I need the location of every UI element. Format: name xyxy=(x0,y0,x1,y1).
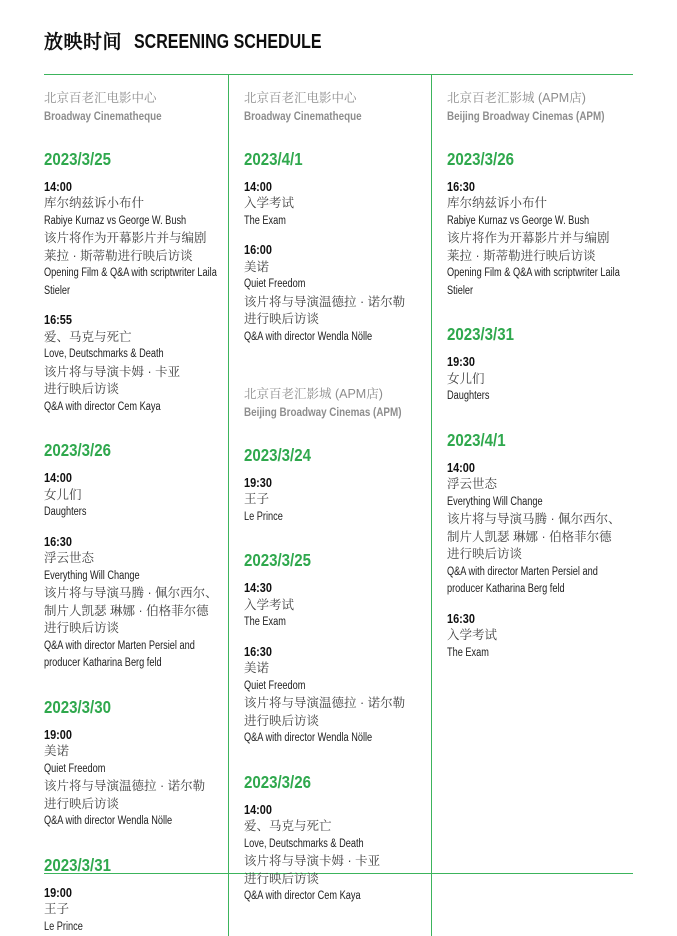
schedule-column xyxy=(431,75,633,936)
screening-block xyxy=(244,643,431,748)
screening-note-en: Opening Film & Q&A with scriptwriter Laila xyxy=(44,265,191,283)
film-title-en: Everything Will Change xyxy=(44,568,191,586)
screening-time: 19:00 xyxy=(44,726,199,744)
screening-note-en: Stieler xyxy=(447,283,596,301)
screening-note-zh: 该片将与导演温德拉 · 诺尔勒 xyxy=(44,778,228,796)
screening-time: 14:00 xyxy=(447,459,603,477)
page-title xyxy=(44,27,633,54)
film-title-zh: 美诺 xyxy=(244,660,431,678)
screening-block xyxy=(447,610,633,663)
screening-note-en: Opening Film & Q&A with scriptwriter Laila xyxy=(447,265,596,283)
schedule-column xyxy=(44,75,228,936)
date-group xyxy=(244,772,431,906)
film-title-zh: 库尔纳兹诉小布什 xyxy=(447,195,633,213)
film-title-en: Le Prince xyxy=(244,509,394,527)
screening-block xyxy=(44,726,228,831)
screening-time: 19:30 xyxy=(244,474,401,492)
screening-note-en: producer Katharina Berg feld xyxy=(447,581,596,599)
screening-note-zh: 该片将作为开幕影片并与编剧 xyxy=(44,230,228,248)
screening-note-zh: 进行映后访谈 xyxy=(44,381,228,399)
screening-note-en: Q&A with director Cem Kaya xyxy=(244,888,394,906)
film-title-en: The Exam xyxy=(244,614,394,632)
screening-time: 16:30 xyxy=(44,533,199,551)
screening-time: 19:00 xyxy=(44,884,199,902)
date-heading: 2023/3/31 xyxy=(447,324,607,344)
screening-block xyxy=(244,801,431,906)
film-title-en: Love, Deutschmarks & Death xyxy=(44,346,191,364)
date-heading: 2023/3/25 xyxy=(44,149,202,169)
date-heading: 2023/3/26 xyxy=(44,440,202,460)
date-group xyxy=(447,149,633,301)
film-title-en: Quiet Freedom xyxy=(244,276,394,294)
screening-note-zh: 该片将作为开幕影片并与编剧 xyxy=(447,230,633,248)
film-title-en: Le Prince xyxy=(44,919,191,936)
screening-time: 14:00 xyxy=(244,801,401,819)
screening-block xyxy=(447,353,633,406)
film-title-en: Daughters xyxy=(44,504,191,522)
screening-note-en: Stieler xyxy=(44,283,191,301)
screening-note-en: Q&A with director Wendla Nölle xyxy=(244,329,394,347)
film-title-en: Quiet Freedom xyxy=(244,678,394,696)
date-heading: 2023/4/1 xyxy=(244,149,405,169)
screening-time: 14:30 xyxy=(244,579,401,597)
screening-block xyxy=(44,311,228,416)
screening-note-zh: 进行映后访谈 xyxy=(44,796,228,814)
venue-name-zh: 北京百老汇电影中心 xyxy=(244,90,431,108)
date-heading: 2023/3/31 xyxy=(44,855,202,875)
venue-name-en: Broadway Cinematheque xyxy=(244,108,397,125)
screening-time: 16:55 xyxy=(44,311,199,329)
screening-time: 19:30 xyxy=(447,353,603,371)
screening-block xyxy=(447,178,633,301)
screening-note-zh: 制片人凯瑟 琳娜 · 伯格菲尔德 xyxy=(447,529,633,547)
screening-note-en: Q&A with director Wendla Nölle xyxy=(44,813,191,831)
date-heading: 2023/4/1 xyxy=(447,430,607,450)
screening-note-en: Q&A with director Wendla Nölle xyxy=(244,730,394,748)
screening-note-zh: 进行映后访谈 xyxy=(44,620,228,638)
venue-name-zh: 北京百老汇影城 (APM店) xyxy=(244,386,431,404)
screening-block xyxy=(244,579,431,632)
screening-note-en: Q&A with director Marten Persiel and xyxy=(447,564,596,582)
date-heading: 2023/3/30 xyxy=(44,697,202,717)
film-title-zh: 浮云世态 xyxy=(447,476,633,494)
date-group xyxy=(244,149,431,347)
film-title-en: The Exam xyxy=(244,213,394,231)
venue-name-zh: 北京百老汇电影中心 xyxy=(44,90,228,108)
film-title-zh: 爱、马克与死亡 xyxy=(44,329,228,347)
venue-name-zh: 北京百老汇影城 (APM店) xyxy=(447,90,633,108)
screening-note-zh: 制片人凯瑟 琳娜 · 伯格菲尔德 xyxy=(44,603,228,621)
film-title-zh: 王子 xyxy=(44,901,228,919)
film-title-en: The Exam xyxy=(447,645,596,663)
film-title-zh: 库尔纳兹诉小布什 xyxy=(44,195,228,213)
screening-block xyxy=(44,178,228,301)
film-title-zh: 入学考试 xyxy=(244,195,431,213)
venue-block xyxy=(244,386,431,421)
venue-name-en: Beijing Broadway Cinemas (APM) xyxy=(244,404,397,421)
page-title-zh: 放映时间 xyxy=(44,27,122,54)
film-title-zh: 女儿们 xyxy=(44,487,228,505)
schedule-grid xyxy=(44,74,633,874)
screening-block xyxy=(244,178,431,231)
date-group xyxy=(44,855,228,936)
screening-note-zh: 该片将与导演马腾 · 佩尔西尔、 xyxy=(44,585,228,603)
screening-note-en: Q&A with director Marten Persiel and xyxy=(44,638,191,656)
film-title-zh: 女儿们 xyxy=(447,371,633,389)
screening-note-zh: 进行映后访谈 xyxy=(244,311,431,329)
screening-note-en: producer Katharina Berg feld xyxy=(44,655,191,673)
film-title-zh: 浮云世态 xyxy=(44,550,228,568)
date-group xyxy=(244,550,431,748)
film-title-zh: 爱、马克与死亡 xyxy=(244,818,431,836)
screening-note-zh: 进行映后访谈 xyxy=(244,713,431,731)
screening-note-zh: 进行映后访谈 xyxy=(244,871,431,889)
venue-block xyxy=(244,90,431,125)
screening-block xyxy=(44,884,228,936)
date-group xyxy=(44,149,228,417)
screening-block xyxy=(447,459,633,599)
screening-block xyxy=(244,241,431,346)
screening-block xyxy=(44,533,228,673)
screening-block xyxy=(244,474,431,527)
screening-time: 16:00 xyxy=(244,241,401,259)
screening-time: 16:30 xyxy=(447,178,603,196)
screening-note-zh: 进行映后访谈 xyxy=(447,546,633,564)
date-heading: 2023/3/26 xyxy=(447,149,607,169)
screening-note-en: Q&A with director Cem Kaya xyxy=(44,399,191,417)
venue-block xyxy=(44,90,228,125)
screening-note-zh: 该片将与导演温德拉 · 诺尔勒 xyxy=(244,294,431,312)
film-title-zh: 入学考试 xyxy=(244,597,431,615)
date-group xyxy=(44,440,228,673)
film-title-en: Quiet Freedom xyxy=(44,761,191,779)
screening-time: 14:00 xyxy=(44,178,199,196)
venue-name-en: Beijing Broadway Cinemas (APM) xyxy=(447,108,600,125)
film-title-en: Rabiye Kurnaz vs George W. Bush xyxy=(447,213,596,231)
screening-time: 16:30 xyxy=(447,610,603,628)
screening-note-zh: 莱拉 · 斯蒂勒进行映后访谈 xyxy=(447,248,633,266)
film-title-zh: 美诺 xyxy=(44,743,228,761)
page-title-en: SCREENING SCHEDULE xyxy=(134,31,322,54)
film-title-en: Rabiye Kurnaz vs George W. Bush xyxy=(44,213,191,231)
film-title-zh: 王子 xyxy=(244,491,431,509)
screening-time: 14:00 xyxy=(244,178,401,196)
date-heading: 2023/3/24 xyxy=(244,445,405,465)
film-title-zh: 美诺 xyxy=(244,259,431,277)
screening-note-zh: 该片将与导演马腾 · 佩尔西尔、 xyxy=(447,511,633,529)
venue-block xyxy=(447,90,633,125)
screening-note-zh: 该片将与导演卡姆 · 卡亚 xyxy=(44,364,228,382)
date-group xyxy=(447,324,633,406)
date-group xyxy=(244,445,431,527)
film-title-en: Everything Will Change xyxy=(447,494,596,512)
date-group xyxy=(44,697,228,831)
film-title-zh: 入学考试 xyxy=(447,627,633,645)
schedule-page xyxy=(0,27,677,874)
schedule-column xyxy=(228,75,431,936)
date-heading: 2023/3/25 xyxy=(244,550,405,570)
screening-note-zh: 该片将与导演卡姆 · 卡亚 xyxy=(244,853,431,871)
date-heading: 2023/3/26 xyxy=(244,772,405,792)
film-title-en: Love, Deutschmarks & Death xyxy=(244,836,394,854)
venue-name-en: Broadway Cinematheque xyxy=(44,108,195,125)
screening-note-zh: 莱拉 · 斯蒂勒进行映后访谈 xyxy=(44,248,228,266)
screening-time: 16:30 xyxy=(244,643,401,661)
screening-block xyxy=(44,469,228,522)
screening-time: 14:00 xyxy=(44,469,199,487)
date-group xyxy=(447,430,633,663)
film-title-en: Daughters xyxy=(447,388,596,406)
screening-note-zh: 该片将与导演温德拉 · 诺尔勒 xyxy=(244,695,431,713)
